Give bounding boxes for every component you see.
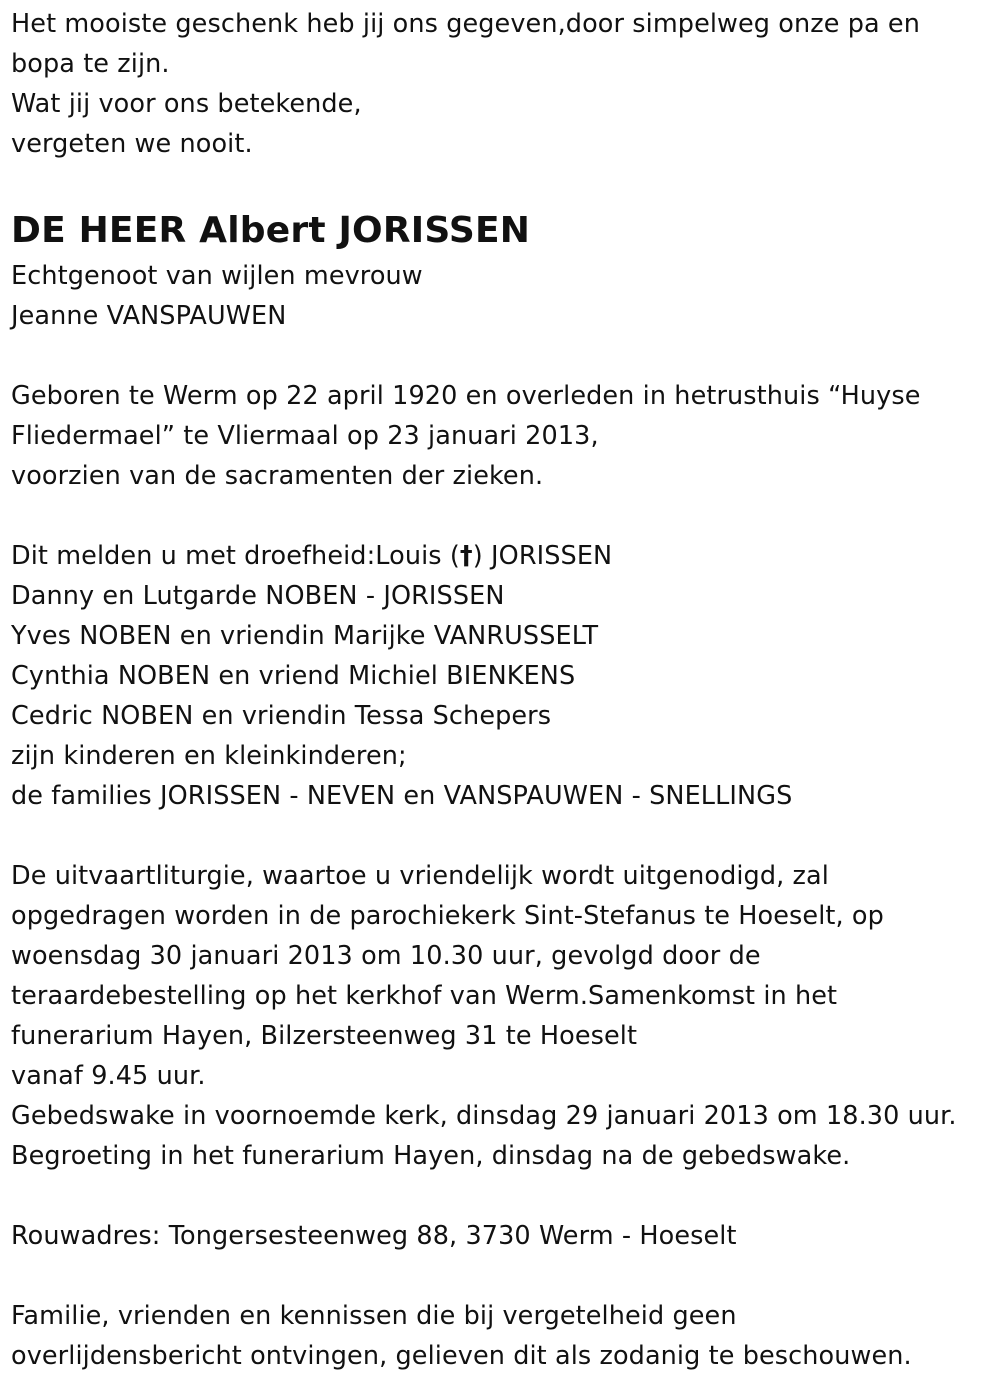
closing-block [11,1296,993,1376]
spouse-line: Jeanne VANSPAUWEN [11,301,287,331]
funeral-line: teraardebestelling op het kerkhof van Werm.Samenkomst in het [11,981,838,1011]
intro-line: bopa te zijn. [11,49,170,79]
spacer [11,336,993,376]
mourning-address: Rouwadres: Tongersesteenweg 88, 3730 Werm - Hoeselt [11,1221,737,1251]
intro-verse [11,4,993,164]
birth-death-line: voorzien van de sacramenten der zieken. [11,461,544,491]
family-line: Cynthia NOBEN en vriend Michiel BIENKENS [11,661,576,691]
spouse-line: Echtgenoot van wijlen mevrouw [11,261,423,291]
cross-icon: † [459,541,473,571]
obituary-notice [11,4,993,1376]
address-block [11,1216,993,1256]
spacer [11,1176,993,1216]
family-line: Cedric NOBEN en vriendin Tessa Schepers [11,701,552,731]
funeral-line: funerarium Hayen, Bilzersteenweg 31 te Hoeselt [11,1021,638,1051]
closing-line: Familie, vrienden en kennissen die bij vergetelheid geen [11,1301,737,1331]
family-announcement-surname: ) JORISSEN [472,541,613,571]
family-announcement-text: Dit melden u met droefheid:Louis ( [11,541,460,571]
family-line: Danny en Lutgarde NOBEN - JORISSEN [11,581,505,611]
spacer [11,164,993,204]
intro-line: Het mooiste geschenk heb jij ons gegeven,door simpelweg onze pa en [11,9,920,39]
family-announcement-line [11,536,993,576]
family-line: de families JORISSEN - NEVEN en VANSPAUWEN - SNELLINGS [11,781,793,811]
funeral-line: Gebedswake in voornoemde kerk, dinsdag 29 januari 2013 om 18.30 uur. [11,1101,957,1131]
intro-line: Wat jij voor ons betekende, [11,89,362,119]
funeral-line: vanaf 9.45 uur. [11,1061,206,1091]
deceased-name: DE HEER Albert JORISSEN [11,210,531,251]
birth-death-line: Geboren te Werm op 22 april 1920 en overleden in hetrusthuis “Huyse [11,381,921,411]
family-line: Yves NOBEN en vriendin Marijke VANRUSSELT [11,621,599,651]
funeral-block [11,856,993,1176]
funeral-line: De uitvaartliturgie, waartoe u vriendelijk wordt uitgenodigd, zal [11,861,829,891]
spacer [11,496,993,536]
funeral-line: Begroeting in het funerarium Hayen, dinsdag na de gebedswake. [11,1141,851,1171]
spacer [11,1256,993,1296]
funeral-line: woensdag 30 januari 2013 om 10.30 uur, gevolgd door de [11,941,761,971]
funeral-line: opgedragen worden in de parochiekerk Sint-Stefanus te Hoeselt, op [11,901,884,931]
closing-line: overlijdensbericht ontvingen, gelieven dit als zodanig te beschouwen. [11,1341,912,1371]
birth-death-line: Fliedermael” te Vliermaal op 23 januari 2013, [11,421,599,451]
family-block [11,536,993,816]
intro-line: vergeten we nooit. [11,129,253,159]
deceased-block [11,206,993,336]
family-line: zijn kinderen en kleinkinderen; [11,741,407,771]
birth-death-block [11,376,993,496]
spacer [11,816,993,856]
